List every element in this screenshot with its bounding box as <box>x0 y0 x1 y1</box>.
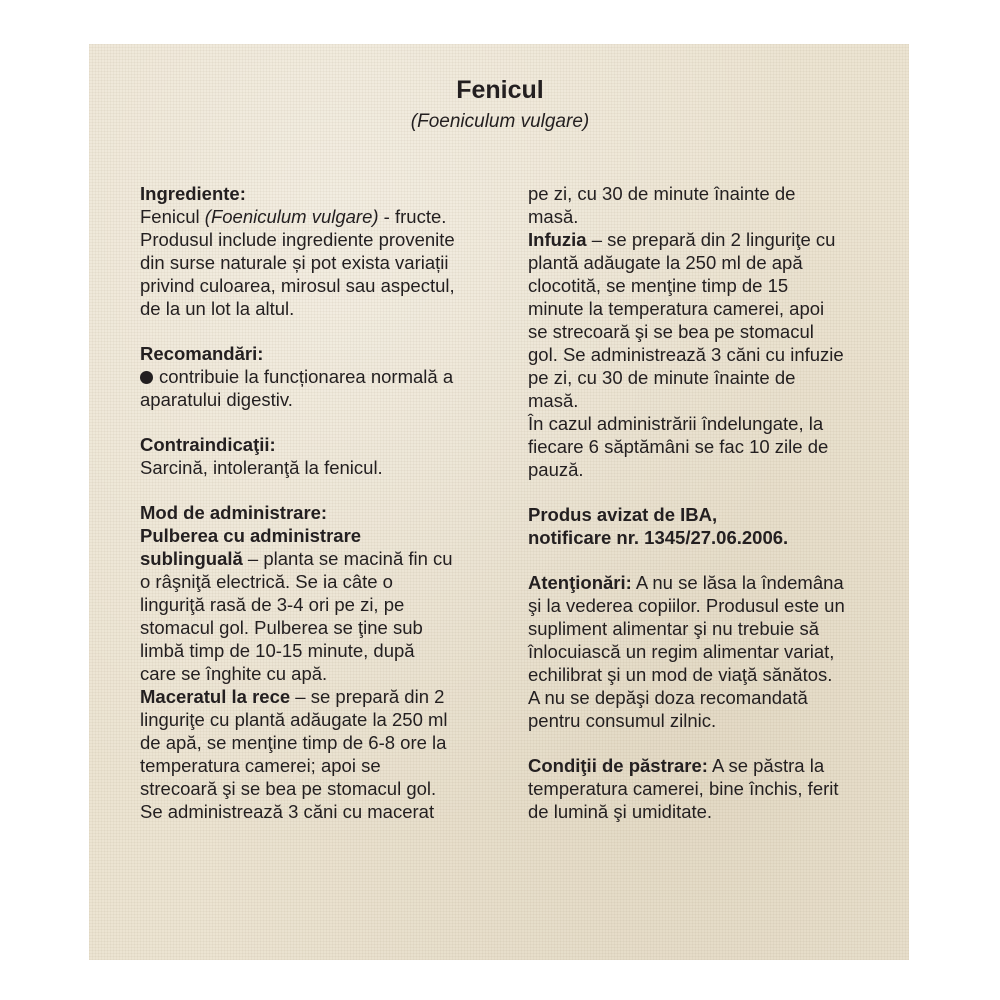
recomandari-heading: Recomandări: <box>140 343 264 364</box>
infuzia-line: plantă adăugate la 250 ml de apă <box>528 252 803 273</box>
product-title: Fenicul <box>456 76 544 104</box>
recomandari-line: aparatului digestiv. <box>140 389 293 410</box>
ingrediente-latin: (Foeniculum vulgare) <box>204 206 379 227</box>
macerat-text: – se prepară din 2 <box>290 686 445 707</box>
infuzia-line: clocotită, se menţine timp de 15 <box>528 275 789 296</box>
right-column <box>528 182 873 823</box>
pulberea-line: o râşniţă electrică. Se ia câte o <box>140 571 393 592</box>
ingrediente-line: Produsul include ingrediente provenite <box>140 229 455 250</box>
infuzia-line: pe zi, cu 30 de minute înainte de <box>528 367 796 388</box>
atentionari-line: şi la vederea copiilor. Produsul este un <box>528 595 845 616</box>
macerat-line: pe zi, cu 30 de minute înainte de <box>528 183 796 204</box>
pulberea-line <box>140 547 495 570</box>
ingrediente-line: de la un lot la altul. <box>140 298 295 319</box>
pulberea-line: care se înghite cu apă. <box>140 663 328 684</box>
conditii-heading: Condiţii de păstrare: <box>528 755 708 776</box>
aviz-line: notificare nr. 1345/27.06.2006. <box>528 527 789 548</box>
infuzia-line: gol. Se administrează 3 căni cu infuzie <box>528 344 844 365</box>
left-column <box>140 182 495 823</box>
pulberea-line: linguriţă rasă de 3-4 ori pe zi, pe <box>140 594 405 615</box>
ingrediente-line: privind culoarea, mirosul sau aspectul, <box>140 275 455 296</box>
conditii-text: A se păstra la <box>707 755 825 776</box>
contraindicatii-text: Sarcină, intoleranţă la fenicul. <box>140 457 383 478</box>
ingrediente-heading: Ingrediente: <box>140 183 246 204</box>
atentionari-heading: Atenţionări: <box>528 572 632 593</box>
atentionari-text: A nu se lăsa la îndemâna <box>631 572 844 593</box>
aviz-line: Produs avizat de IBA, <box>528 504 718 525</box>
product-latin-name: (Foeniculum vulgare) <box>410 111 590 132</box>
infuzia-line: fiecare 6 săptămâni se fac 10 zile de <box>528 436 829 457</box>
conditii-line: de lumină şi umiditate. <box>528 801 713 822</box>
macerat-line: linguriţe cu plantă adăugate la 250 ml <box>140 709 448 730</box>
infuzia-line <box>528 228 873 251</box>
macerat-line: de apă, se menţine timp de 6-8 ore la <box>140 732 447 753</box>
macerat-line <box>140 685 495 708</box>
macerat-line: masă. <box>528 206 579 227</box>
macerat-line: strecoară şi se bea pe stomacul gol. <box>140 778 437 799</box>
recomandari-line <box>140 365 495 388</box>
pulberea-line: limbă timp de 10-15 minute, după <box>140 640 415 661</box>
atentionari-line: supliment alimentar şi nu trebuie să <box>528 618 820 639</box>
infuzia-text: – se prepară din 2 linguriţe cu <box>586 229 836 250</box>
atentionari-line: înlocuiască un regim alimentar variat, <box>528 641 835 662</box>
infuzia-line: se strecoară şi se bea pe stomacul <box>528 321 814 342</box>
mod-administrare-heading: Mod de administrare: <box>140 502 328 523</box>
atentionari-line: echilibrat şi un mod de viaţă sănătos. <box>528 664 833 685</box>
pulberea-heading-end: sublinguală <box>140 548 243 569</box>
pulberea-line: stomacul gol. Pulberea se ţine sub <box>140 617 423 638</box>
infuzia-line: pauză. <box>528 459 584 480</box>
conditii-line: temperatura camerei, bine închis, ferit <box>528 778 839 799</box>
macerat-heading: Maceratul la rece <box>140 686 291 707</box>
ingrediente-text-end: - fructe. <box>378 206 447 227</box>
ingrediente-line: din surse naturale și pot exista variații <box>140 252 449 273</box>
pulberea-text: – planta se macină fin cu <box>242 548 453 569</box>
macerat-line: Se administrează 3 căni cu macerat <box>140 801 435 822</box>
recomandari-text: contribuie la funcționarea normală a <box>159 366 454 387</box>
bullet-icon <box>140 371 153 384</box>
macerat-line: temperatura camerei; apoi se <box>140 755 381 776</box>
conditii-line <box>528 754 873 777</box>
atentionari-line: A nu se depăşi doza recomandată <box>528 687 808 708</box>
infuzia-heading: Infuzia <box>528 229 587 250</box>
pulberea-heading: Pulberea cu administrare <box>140 525 362 546</box>
infuzia-line: masă. <box>528 390 579 411</box>
infuzia-line: În cazul administrării îndelungate, la <box>528 413 824 434</box>
infuzia-line: minute la temperatura camerei, apoi <box>528 298 825 319</box>
atentionari-line <box>528 571 873 594</box>
ingrediente-text: Fenicul <box>140 206 205 227</box>
contraindicatii-heading: Contraindicaţii: <box>140 434 276 455</box>
atentionari-line: pentru consumul zilnic. <box>528 710 717 731</box>
ingrediente-line <box>140 205 495 228</box>
